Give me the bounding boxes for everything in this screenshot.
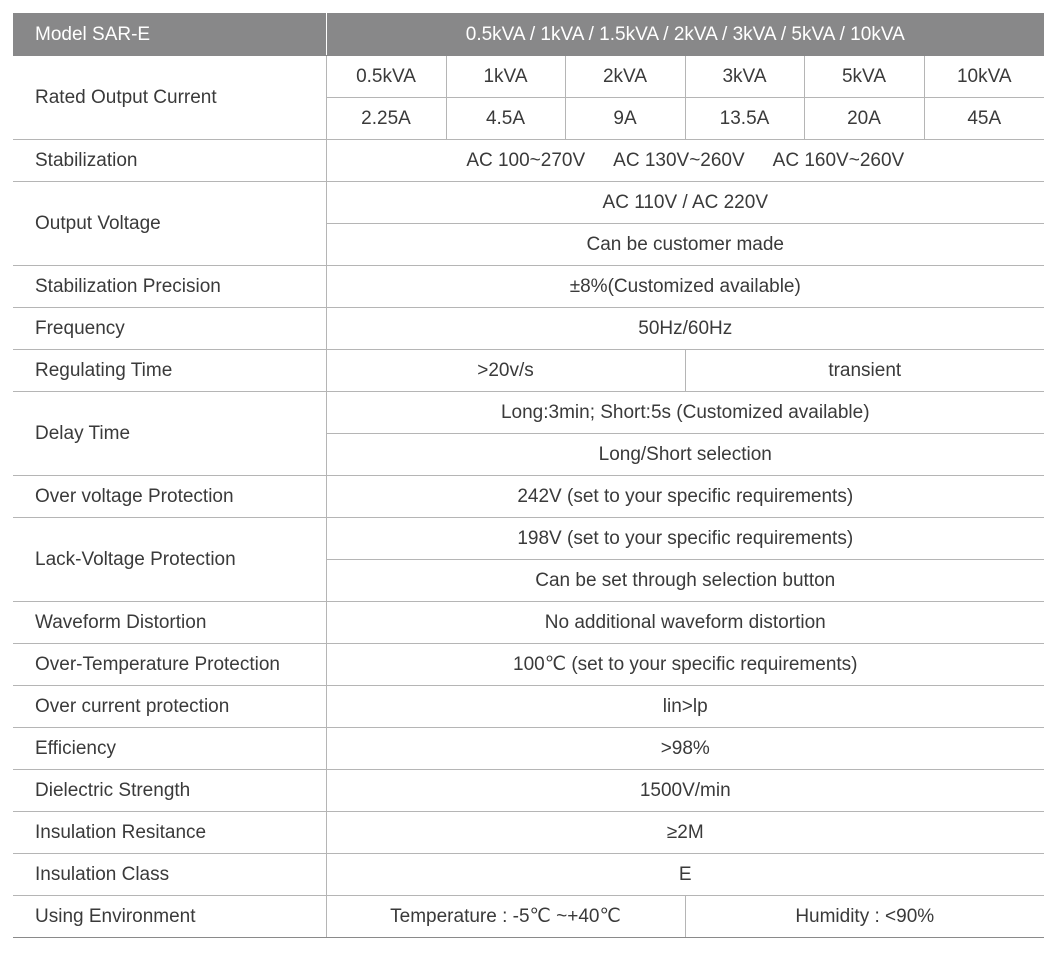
row-efficiency: [13, 728, 1044, 770]
efficiency-value: >98%: [326, 728, 1044, 770]
lack-voltage-label: Lack-Voltage Protection: [13, 518, 326, 602]
delay-time-label: Delay Time: [13, 392, 326, 476]
current-cell: 45A: [924, 98, 1044, 140]
row-delay-time: [13, 392, 1044, 434]
regulating-time-label: Regulating Time: [13, 350, 326, 392]
row-stabilization: [13, 140, 1044, 182]
delay-time-note: Long/Short selection: [326, 434, 1044, 476]
insulation-class-label: Insulation Class: [13, 854, 326, 896]
capacity-cell: 1kVA: [446, 56, 565, 98]
frequency-value: 50Hz/60Hz: [326, 308, 1044, 350]
current-cell: 9A: [565, 98, 685, 140]
capacity-cell: 3kVA: [685, 56, 804, 98]
capacity-cell: 10kVA: [924, 56, 1044, 98]
rated-output-current-label: Rated Output Current: [13, 56, 326, 140]
row-frequency: [13, 308, 1044, 350]
dielectric-value: 1500V/min: [326, 770, 1044, 812]
stabilization-precision-value: ±8%(Customized available): [326, 266, 1044, 308]
over-temperature-value: 100℃ (set to your specific requirements): [326, 644, 1044, 686]
over-current-label: Over current protection: [13, 686, 326, 728]
current-cell: 13.5A: [685, 98, 804, 140]
row-lack-voltage: [13, 518, 1044, 560]
spec-table: [13, 13, 1044, 938]
lack-voltage-note: Can be set through selection button: [326, 560, 1044, 602]
over-temperature-label: Over-Temperature Protection: [13, 644, 326, 686]
dielectric-label: Dielectric Strength: [13, 770, 326, 812]
stabilization-label: Stabilization: [13, 140, 326, 182]
insulation-class-value: E: [326, 854, 1044, 896]
stabilization-values: [326, 140, 1044, 182]
row-waveform: [13, 602, 1044, 644]
current-cell: 20A: [804, 98, 924, 140]
output-voltage-label: Output Voltage: [13, 182, 326, 266]
model-label: Model SAR-E: [13, 14, 326, 56]
row-over-current: [13, 686, 1044, 728]
capacity-cell: 5kVA: [804, 56, 924, 98]
over-voltage-label: Over voltage Protection: [13, 476, 326, 518]
waveform-value: No additional waveform distortion: [326, 602, 1044, 644]
row-environment: [13, 896, 1044, 938]
row-insulation-class: [13, 854, 1044, 896]
insulation-resistance-value: ≥2M: [326, 812, 1044, 854]
insulation-resistance-label: Insulation Resitance: [13, 812, 326, 854]
efficiency-label: Efficiency: [13, 728, 326, 770]
delay-time-value: Long:3min; Short:5s (Customized available): [326, 392, 1044, 434]
current-cell: 2.25A: [326, 98, 446, 140]
row-over-voltage: [13, 476, 1044, 518]
output-voltage-value: AC 110V / AC 220V: [326, 182, 1044, 224]
stabilization-precision-label: Stabilization Precision: [13, 266, 326, 308]
model-capacities: 0.5kVA / 1kVA / 1.5kVA / 2kVA / 3kVA / 5kVA / 10kVA: [326, 14, 1044, 56]
regulating-time-type: transient: [685, 350, 1044, 392]
row-rated-current-capacity: [13, 56, 1044, 98]
over-current-value: lin>lp: [326, 686, 1044, 728]
stabilization-range: AC 100~270V: [466, 149, 586, 171]
current-cell: 4.5A: [446, 98, 565, 140]
over-voltage-value: 242V (set to your specific requirements): [326, 476, 1044, 518]
row-dielectric: [13, 770, 1044, 812]
environment-temperature: Temperature : -5℃ ~+40℃: [326, 896, 685, 938]
regulating-time-value: >20v/s: [326, 350, 685, 392]
row-over-temperature: [13, 644, 1044, 686]
frequency-label: Frequency: [13, 308, 326, 350]
row-insulation-resistance: [13, 812, 1044, 854]
stabilization-range: AC 130V~260V: [613, 149, 745, 171]
row-output-voltage: [13, 182, 1044, 224]
environment-label: Using Environment: [13, 896, 326, 938]
lack-voltage-value: 198V (set to your specific requirements): [326, 518, 1044, 560]
waveform-label: Waveform Distortion: [13, 602, 326, 644]
capacity-cell: 0.5kVA: [326, 56, 446, 98]
row-stabilization-precision: [13, 266, 1044, 308]
header-row: [13, 14, 1044, 56]
environment-humidity: Humidity : <90%: [685, 896, 1044, 938]
stabilization-range: AC 160V~260V: [772, 149, 905, 171]
output-voltage-note: Can be customer made: [326, 224, 1044, 266]
row-regulating-time: [13, 350, 1044, 392]
capacity-cell: 2kVA: [565, 56, 685, 98]
